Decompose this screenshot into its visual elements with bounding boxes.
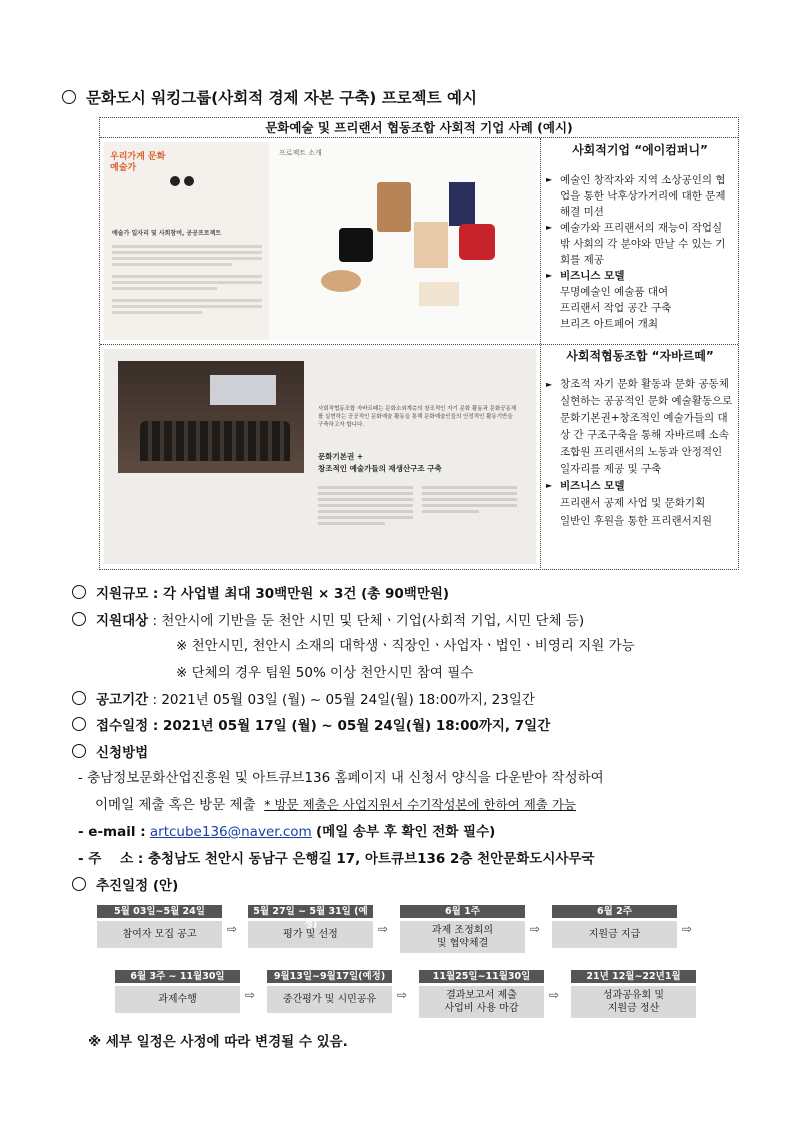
- box-shape: [449, 182, 475, 226]
- arrow-right-icon: ⇨: [549, 988, 560, 1002]
- acompany-description: [546, 142, 734, 332]
- step-task: 성과공유회 및 지원금 정산: [571, 986, 696, 1018]
- social-icon: [170, 176, 180, 186]
- example-table: [99, 117, 739, 570]
- visit-submission-note: * 방문 제출은 사업지원서 수기작성본에 한하여 제출 가능: [264, 797, 577, 812]
- schedule-step: [115, 970, 240, 1013]
- circle-bullet-icon: [72, 877, 86, 891]
- acompany-bullet: ► 예술인 창작자와 지역 소상공인의 협업을 통한 낙후상가거리에 대한 문제해결 미션: [546, 172, 734, 220]
- jabartte-model-line: 프리랜서 공제 사업 및 문화기획: [560, 497, 706, 509]
- jabartte-bullet: ► 창조적 자기 문화 활동과 문화 공동체 실현하는 공공적인 문화 예술활동으로 문화기본권+창조적인 예술가들의 대상 간 구조구축을 통해 자바르떼 소속 조합원 프리랜서의 노동과 안정적인 일자리를 제공 및 구축: [546, 376, 734, 478]
- circle-bullet-icon: [72, 717, 86, 731]
- arrow-right-icon: ⇨: [530, 922, 541, 936]
- notice-period: 공고기간 : 2021년 05월 03일 (월) ~ 05월 24일(월) 18:00까지, 23일간: [72, 688, 535, 708]
- table-divider-vertical: [540, 138, 541, 570]
- step-task: 결과보고서 제출 사업비 사용 마감: [419, 986, 544, 1018]
- schedule-footnote: ※ 세부 일정은 사정에 따라 변경될 수 있음.: [88, 1034, 348, 1050]
- facebook-icon: [184, 176, 194, 186]
- jabartte-text-placeholder-right: [422, 483, 517, 543]
- schedule-step: [571, 970, 696, 1018]
- step-task: 지원금 지급: [552, 921, 677, 948]
- apply-address: - 주 소 : 충청남도 천안시 동남구 은행길 17, 아트큐브136 2층 천안문화도시사무국: [78, 851, 595, 867]
- support-target: 지원대상 : 천안시에 기반을 둔 천안 시민 및 단체ㆍ기업(사회적 기업, 시민 단체 등): [72, 609, 584, 629]
- acompany-bullet: ► 예술가와 프리랜서의 재능이 작업실 밖 사회의 각 분야와 만날 수 있는 기회를 제공: [546, 220, 734, 268]
- schedule-step: [400, 905, 525, 953]
- project-tag: 프로젝트 소개: [279, 149, 322, 157]
- coaster-shape: [321, 270, 361, 292]
- jabartte-text-placeholder-left: [318, 483, 413, 543]
- table-title: 문화예술 및 프리랜서 협동조합 사회적 기업 사례 (예시): [100, 118, 738, 138]
- projection-screen-shape: [210, 375, 276, 405]
- schedule-step: [267, 970, 392, 1013]
- step-date: 11월25일~11월30일: [419, 970, 544, 983]
- jabartte-heading-1: 문화기본권 +: [318, 452, 364, 461]
- email-link[interactable]: artcube136@naver.com: [149, 824, 312, 840]
- apply-line-1: - 충남정보문화산업진흥원 및 아트큐브136 홈페이지 내 신청서 양식을 다운받아 작성하여: [78, 770, 604, 786]
- jabartte-image: [104, 349, 536, 564]
- acompany-logo: 우리가게 문화예술가: [110, 152, 166, 173]
- step-task: 과제 조정회의 및 협약체결: [400, 921, 525, 953]
- acompany-image: [104, 142, 536, 340]
- jabartte-title: 사회적협동조합 “자바르떼”: [566, 349, 714, 363]
- schedule-step: [419, 970, 544, 1018]
- red-mug-shape: [459, 224, 495, 260]
- jabartte-model-label: ► 비즈니스 모델: [546, 478, 734, 494]
- schedule-heading: 추진일정 (안): [72, 874, 178, 894]
- step-date: 5월 27일 ~ 5월 31일 (예정): [248, 905, 373, 918]
- notebook-shape: [419, 282, 459, 306]
- section-heading: 문화도시 워킹그룹(사회적 경제 자본 구축) 프로젝트 예시: [62, 86, 477, 108]
- step-task: 평가 및 선정: [248, 921, 373, 948]
- step-date: 6월 2주: [552, 905, 677, 918]
- circle-bullet-icon: [72, 585, 86, 599]
- schedule-step: [552, 905, 677, 948]
- product-photo: [269, 142, 536, 340]
- acompany-model-line: 무명예술인 예술품 대여: [560, 286, 669, 298]
- schedule-step: [248, 905, 373, 948]
- group-photo: [118, 361, 304, 473]
- schedule-step: [97, 905, 222, 948]
- acompany-text-placeholder: [112, 242, 262, 332]
- table-divider-horizontal: [100, 344, 738, 345]
- step-date: 21년 12월~22년1월: [571, 970, 696, 983]
- step-date: 9월13일~9월17일(예정): [267, 970, 392, 983]
- step-task: 중간평가 및 시민공유: [267, 986, 392, 1013]
- jabartte-description: [546, 348, 734, 530]
- step-date: 6월 3주 ~ 11월30일: [115, 970, 240, 983]
- acompany-model-line: 브리즈 아트페어 개최: [560, 318, 658, 330]
- reception-schedule: 접수일정 : 2021년 05월 17일 (월) ~ 05월 24일(월) 18:00까지, 7일간: [72, 714, 550, 734]
- support-target-note: ※ 천안시민, 천안시 소재의 대학생ㆍ직장인ㆍ사업자ㆍ법인ㆍ비영리 지원 가능: [176, 638, 635, 654]
- step-date: 6월 1주: [400, 905, 525, 918]
- step-date: 5월 03일~5월 24일: [97, 905, 222, 918]
- step-task: 과제수행: [115, 986, 240, 1013]
- arrow-right-icon: ⇨: [227, 922, 238, 936]
- arrow-right-icon: ⇨: [245, 988, 256, 1002]
- people-shape: [140, 421, 290, 461]
- apply-line-2: 이메일 제출 혹은 방문 제출 * 방문 제출은 사업지원서 수기작성본에 한하여 제출 가능: [95, 797, 577, 813]
- acompany-model-label: ► 비즈니스 모델: [546, 268, 734, 284]
- arrow-right-icon: ⇨: [378, 922, 389, 936]
- acompany-title: 사회적기업 “에이컴퍼니”: [572, 143, 708, 157]
- jabartte-model-line: 일반인 후원을 통한 프리랜서지원: [560, 515, 713, 527]
- black-mug-shape: [339, 228, 373, 262]
- acompany-model-line: 프리랜서 작업 공간 구축: [560, 302, 672, 314]
- apply-method: 신청방법: [72, 741, 148, 761]
- support-scale: 지원규모 : 각 사업별 최대 30백만원 × 3건 (총 90백만원): [72, 582, 449, 602]
- arrow-right-icon: ⇨: [397, 988, 408, 1002]
- coffee-bag-shape: [377, 182, 411, 232]
- support-target-note: ※ 단체의 경우 팀원 50% 이상 천안시민 참여 필수: [176, 665, 474, 681]
- circle-bullet-icon: [72, 691, 86, 705]
- circle-bullet-icon: [72, 612, 86, 626]
- circle-bullet-icon: [62, 90, 76, 104]
- arrow-right-icon: ⇨: [682, 922, 693, 936]
- acompany-subtitle: 예술가 일자리 및 사회참여, 공공프로젝트: [112, 230, 222, 237]
- jabartte-intro: 사회적협동조합 자바르떼는 문화소외계층의 창조적인 자기 문화 활동과 문화공동체를 실현하는 공공적인 문화예술 활동을 통해 문화예술인들의 안정적인 활동기반을 구축하고자 합니다.: [318, 406, 517, 428]
- circle-bullet-icon: [72, 744, 86, 758]
- apply-email: - e-mail : artcube136@naver.com (메일 송부 후 확인 전화 필수): [78, 824, 496, 840]
- step-task: 참여자 모집 공고: [97, 921, 222, 948]
- print-shape: [414, 222, 448, 268]
- jabartte-heading-2: 창조적인 예술가들의 재생산구조 구축: [318, 464, 442, 473]
